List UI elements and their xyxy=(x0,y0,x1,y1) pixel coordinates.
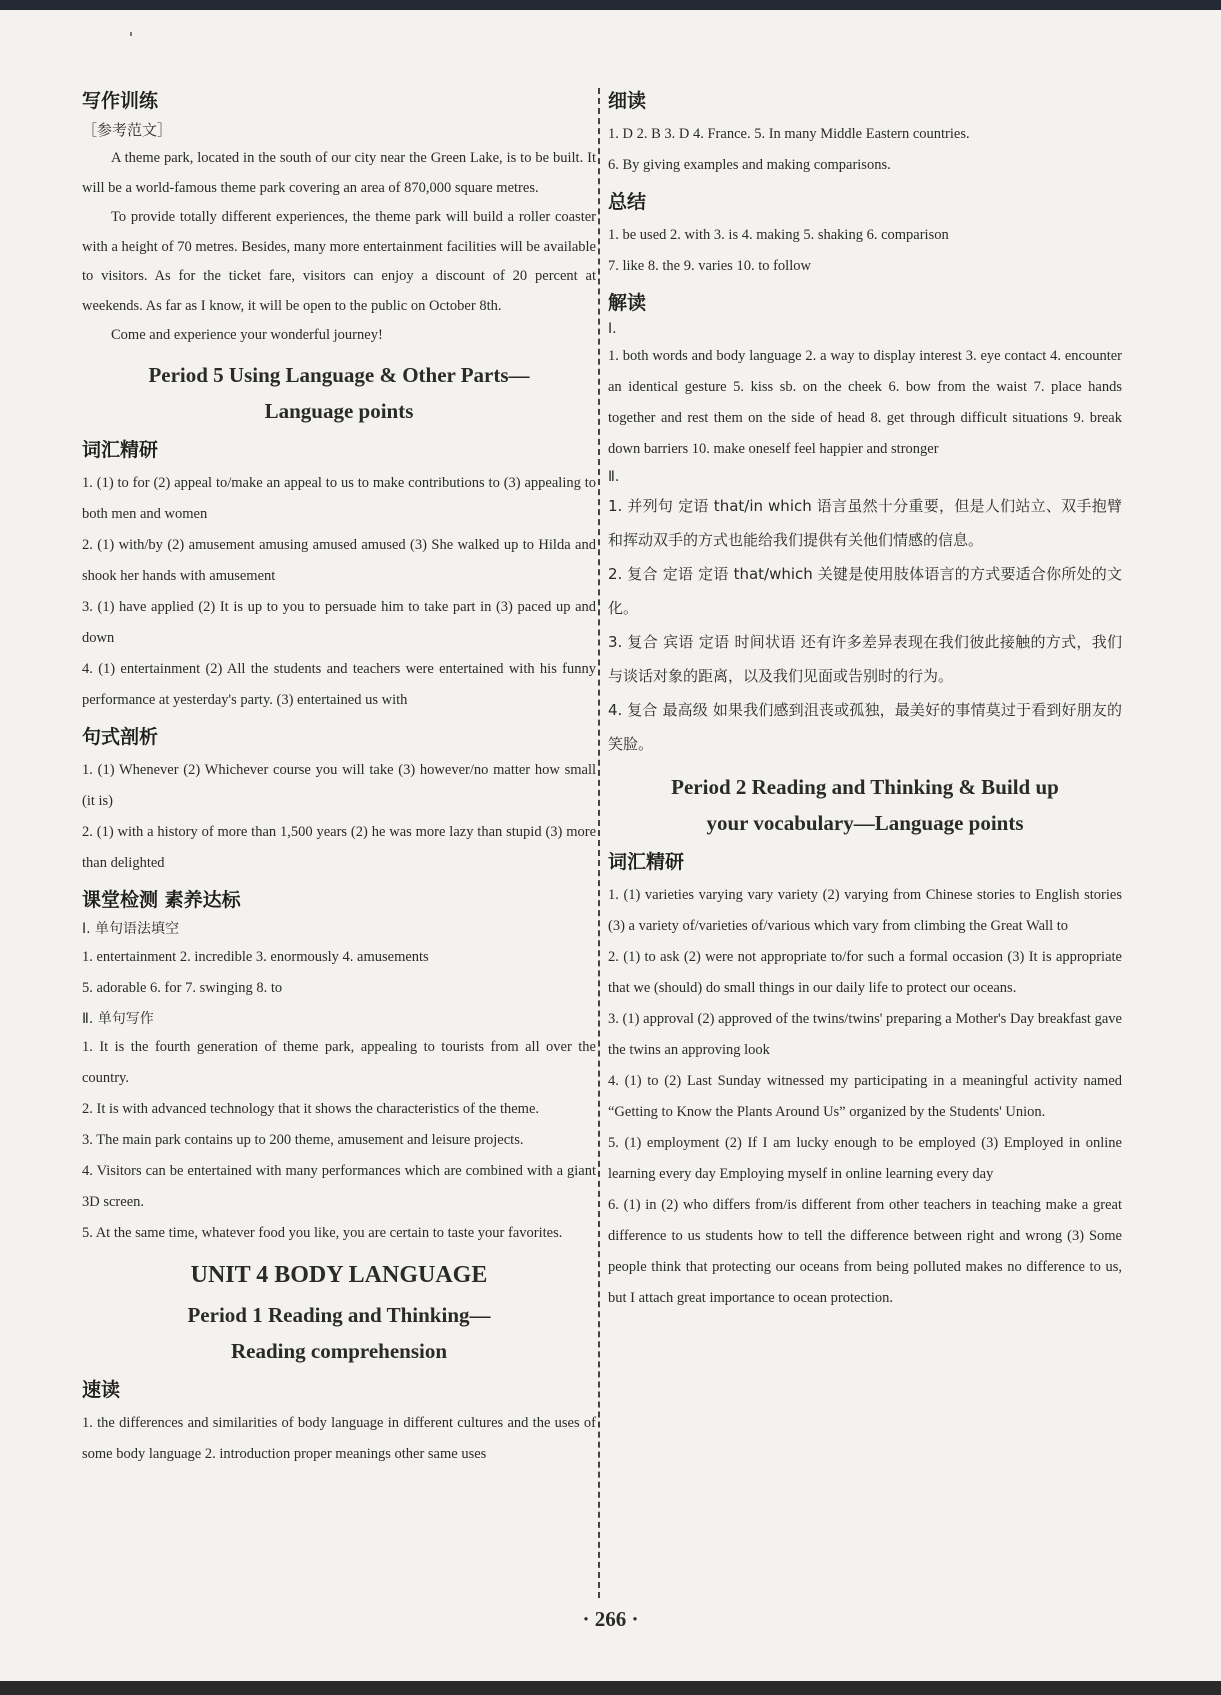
class-test-heading: 课堂检测 素养达标 xyxy=(82,888,241,911)
left-column xyxy=(82,80,596,1470)
writing-answer: 5. At the same time, whatever food you like, you are certain to taste your favorites. xyxy=(82,1224,563,1241)
period1-title xyxy=(82,1297,596,1369)
essay-paragraph: Come and experience your wonderful journey! xyxy=(111,327,383,343)
scan-mark xyxy=(130,32,132,36)
interpret-part1: 1. both words and body language 2. a way to display interest 3. eye contact 4. encounter an identical gesture 5. kiss sb. on the cheek 6. bow from the waist 7. place hands together and rest them on the side of head 8. get through difficult situations 9. break down barriers 10. make oneself feel happier and stronger xyxy=(608,348,1122,457)
detail-answer: 1. D 2. B 3. D 4. France. 5. In many Middle Eastern countries. xyxy=(608,126,970,142)
sample-label: ［参考范文］ xyxy=(82,121,173,139)
sentence-heading: 句式剖析 xyxy=(82,725,159,748)
period5-title-line2: Language points xyxy=(264,398,414,423)
vocab-item: 1. (1) to for (2) appeal to/make an appeal to us to make contributions to (3) appealing to both men and women xyxy=(82,474,596,522)
period2-title-line2: your vocabulary—Language points xyxy=(706,811,1024,835)
fast-reading-answer: 1. the differences and similarities of body language in different cultures and the uses of some body language 2. introduction proper meanings other same uses xyxy=(82,1414,596,1462)
scan-top-edge xyxy=(0,0,1221,10)
scan-bottom-edge xyxy=(0,1681,1221,1695)
vocab-item: 6. (1) in (2) who differs from/is different from other teachers in teaching make a great difference to us students how to tell the difference between right and wrong (3) Some people think that protecting our oceans from being polluted makes no difference to us, but I attach great importance to ocean protection. xyxy=(608,1197,1122,1306)
vocab-item: 4. (1) to (2) Last Sunday witnessed my participating in a meaningful activity named “Getting to Know the Plants Around Us” organized by the Students' Union. xyxy=(608,1073,1122,1120)
writing-subheading: Ⅱ. 单句写作 xyxy=(82,1010,154,1027)
vocab-item: 3. (1) have applied (2) It is up to you to persuade him to take part in (3) paced up and down xyxy=(82,598,596,646)
summary-heading: 总结 xyxy=(608,191,647,213)
vocab-item: 5. (1) employment (2) If I am lucky enough to be employed (3) Employed in online learning every day Employing myself in online learning every day xyxy=(608,1135,1122,1182)
grammar-answers: 5. adorable 6. for 7. swinging 8. to xyxy=(82,979,283,996)
roman-two: Ⅱ. xyxy=(608,469,620,485)
essay-paragraph: A theme park, located in the south of our city near the Green Lake, is to be built. It will be a world-famous theme park covering an area of 870,000 square metres. xyxy=(82,150,596,196)
vocab-item: 3. (1) approval (2) approved of the twins/twins' preparing a Mother's Day breakfast gave the twins an approving look xyxy=(608,1011,1122,1058)
interpret-item: 2. 复合 定语 定语 that/which 关键是使用肢体语言的方式要适合你所处的文化。 xyxy=(608,565,1122,617)
period2-title-line1: Period 2 Reading and Thinking & Build up xyxy=(671,775,1059,799)
period1-title-line2: Reading comprehension xyxy=(230,1338,448,1363)
period5-title-line1: Period 5 Using Language & Other Parts— xyxy=(148,362,530,387)
writing-answer: 1. It is the fourth generation of theme park, appealing to tourists from all over the country. xyxy=(82,1038,596,1086)
unit4-title: UNIT 4 BODY LANGUAGE xyxy=(190,1261,488,1288)
vocab-item: 1. (1) varieties varying vary variety (2) varying from Chinese stories to English stories (3) a variety of/varieties of/various which vary from climbing the Great Wall to xyxy=(608,887,1122,934)
writing-heading: 写作训练 xyxy=(82,90,159,112)
column-divider xyxy=(598,88,600,1598)
interpret-item: 1. 并列句 定语 that/in which 语言虽然十分重要，但是人们站立、双手抱臂和挥动双手的方式也能给我们提供有关他们情感的信息。 xyxy=(608,497,1122,549)
vocab-item: 2. (1) to ask (2) were not appropriate to/for such a formal occasion (3) It is appropriate that we (should) do small things in our daily life to protect our oceans. xyxy=(608,949,1122,996)
interpret-heading: 解读 xyxy=(608,292,647,314)
writing-answer: 4. Visitors can be entertained with many performances which are combined with a giant 3D screen. xyxy=(82,1162,596,1210)
roman-one: Ⅰ. xyxy=(608,321,617,337)
sentence-item: 2. (1) with a history of more than 1,500 years (2) he was more lazy than stupid (3) more than delighted xyxy=(82,823,596,871)
essay-paragraph: To provide totally different experiences, the theme park will build a roller coaster with a height of 70 metres. Besides, many more entertainment facilities will be available to visitors. As for the ticket fare, visitors can enjoy a discount of 20 percent at weekends. As far as I know, it will be open to the public on October 8th. xyxy=(82,209,596,314)
vocab-heading: 词汇精研 xyxy=(608,851,685,873)
fast-reading-heading: 速读 xyxy=(82,1378,121,1401)
period1-title-line1: Period 1 Reading and Thinking— xyxy=(187,1302,491,1327)
writing-answer: 2. It is with advanced technology that it shows the characteristics of the theme. xyxy=(82,1100,540,1117)
page-number: · 266 · xyxy=(582,1607,639,1631)
writing-answer: 3. The main park contains up to 200 theme, amusement and leisure projects. xyxy=(82,1131,524,1148)
summary-answer: 7. like 8. the 9. varies 10. to follow xyxy=(608,258,811,274)
grammar-answers: 1. entertainment 2. incredible 3. enormously 4. amusements xyxy=(82,948,429,965)
summary-answer: 1. be used 2. with 3. is 4. making 5. shaking 6. comparison xyxy=(608,227,949,243)
interpret-item: 3. 复合 宾语 定语 时间状语 还有许多差异表现在我们彼此接触的方式，我们与谈话对象的距离，以及我们见面或告别时的行为。 xyxy=(608,633,1122,685)
vocab-heading: 词汇精研 xyxy=(82,438,159,461)
interpret-item: 4. 复合 最高级 如果我们感到沮丧或孤独，最美好的事情莫过于看到好朋友的笑脸。 xyxy=(608,701,1122,753)
vocab-item: 2. (1) with/by (2) amusement amusing amused amused (3) She walked up to Hilda and shook her hands with amusement xyxy=(82,536,596,584)
sentence-item: 1. (1) Whenever (2) Whichever course you will take (3) however/no matter how small (it is) xyxy=(82,761,596,809)
period2-title xyxy=(608,769,1122,841)
detail-answer: 6. By giving examples and making comparisons. xyxy=(608,157,891,173)
period5-title xyxy=(82,357,596,429)
detail-reading-heading: 细读 xyxy=(608,90,647,112)
vocab-item: 4. (1) entertainment (2) All the students and teachers were entertained with his funny performance at yesterday's party. (3) entertained us with xyxy=(82,660,596,708)
grammar-subheading: Ⅰ. 单句语法填空 xyxy=(82,920,180,937)
right-column xyxy=(608,80,1122,1314)
